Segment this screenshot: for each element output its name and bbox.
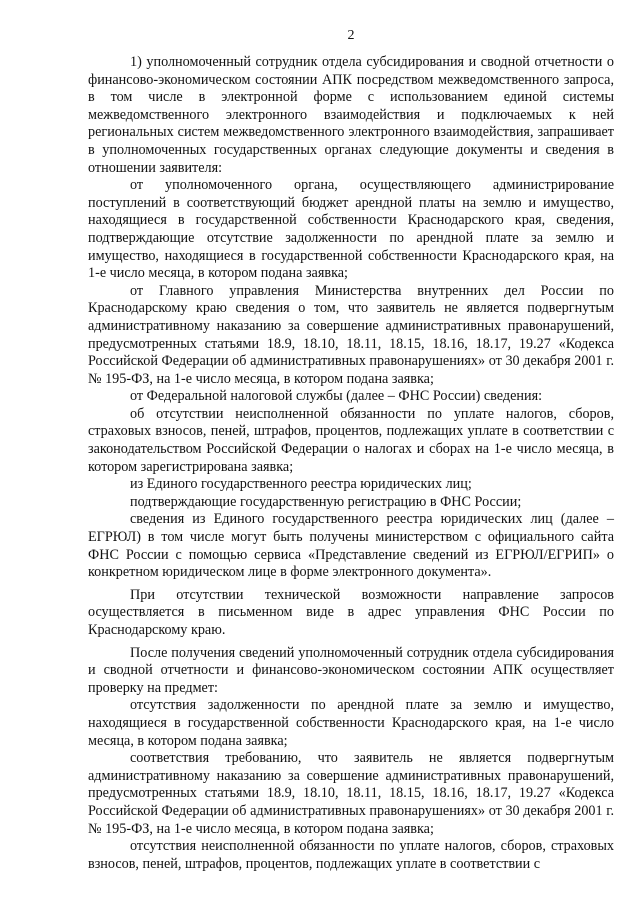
- page-number: 2: [347, 28, 355, 43]
- paragraph-6: из Единого государственного реестра юридических лиц;: [130, 476, 472, 493]
- paragraph-12: соответствия требованию, что заявитель не является подвергнутым административному наказанию за совершение административных правонарушений, предусмотренных статьями 18.9, 18.10, 18.11, 18.15, 18.16, 18.17, 19.27 «Кодекса Российской Федерации об административных правонарушениях» от 30 декабря 2001 г. № 195-ФЗ, на 1-е число месяца, в котором подана заявка;: [88, 750, 614, 837]
- paragraph-11: отсутствия задолженности по арендной плате за землю и имущество, находящиеся в государственной собственности Краснодарского края, на 1-е число месяца, в котором подана заявка;: [88, 697, 614, 749]
- paragraph-9: При отсутствии технической возможности направление запросов осуществляется в письменном виде в адрес управления ФНС России по Краснодарскому краю.: [88, 586, 614, 638]
- paragraph-13: отсутствия неисполненной обязанности по уплате налогов, сборов, страховых взносов, пеней, штрафов, процентов, подлежащих уплате в соответствии с: [88, 838, 614, 872]
- paragraph-8: сведения из Единого государственного реестра юридических лиц (далее – ЕГРЮЛ) в том числе могут быть получены министерством с официального сайта ФНС России с помощью сервиса «Представление сведений из ЕГРЮЛ/ЕГРИП» о конкретном юридическом лице в форме электронного документа».: [88, 511, 614, 581]
- paragraph-1: 1) уполномоченный сотрудник отдела субсидирования и сводной отчетности о финансово-экономическом состоянии АПК посредством межведомственного запроса, в том числе в электронной форме с использованием единой системы межведомственного электронного взаимодействия и подключаемых к ней региональных систем межведомственного электронного взаимодействия, запрашивает в уполномоченных государственных органах следующие документы и сведения в отношении заявителя:: [88, 54, 614, 176]
- paragraph-2: от уполномоченного органа, осуществляющего администрирование поступлений в соответствующий бюджет арендной платы на землю и имущество, находящиеся в государственной собственности Краснодарского края, сведения, подтверждающие отсутствие задолженности по арендной плате за землю и имущество, находящиеся в государственной собственности Краснодарского края, на 1-е число месяца, в котором подана заявка;: [88, 177, 614, 282]
- paragraph-5: об отсутствии неисполненной обязанности по уплате налогов, сборов, страховых взносов, пеней, штрафов, процентов, подлежащих уплате в соответствии с законодательством Российской Федерации о налогах и сборах на 1-е число месяца, в котором зарегистрирована заявка;: [88, 405, 614, 475]
- paragraph-3: от Главного управления Министерства внутренних дел России по Краснодарскому краю сведения о том, что заявитель не является подвергнутым административному наказанию за совершение административных правонарушений, предусмотренных статьями 18.9, 18.10, 18.11, 18.15, 18.16, 18.17, 19.27 «Кодекса Российской Федерации об административных правонарушениях» от 30 декабря 2001 г. № 195-ФЗ, на 1-е число месяца, в котором подана заявка;: [88, 282, 614, 387]
- paragraph-4: от Федеральной налоговой службы (далее – ФНС России) сведения:: [130, 388, 543, 405]
- document-body: [88, 54, 614, 873]
- paragraph-7: подтверждающие государственную регистрацию в ФНС России;: [130, 493, 522, 510]
- paragraph-10: После получения сведений уполномоченный сотрудник отдела субсидирования и сводной отчетности и финансово-экономическом состоянии АПК осуществляет проверку на предмет:: [88, 644, 614, 696]
